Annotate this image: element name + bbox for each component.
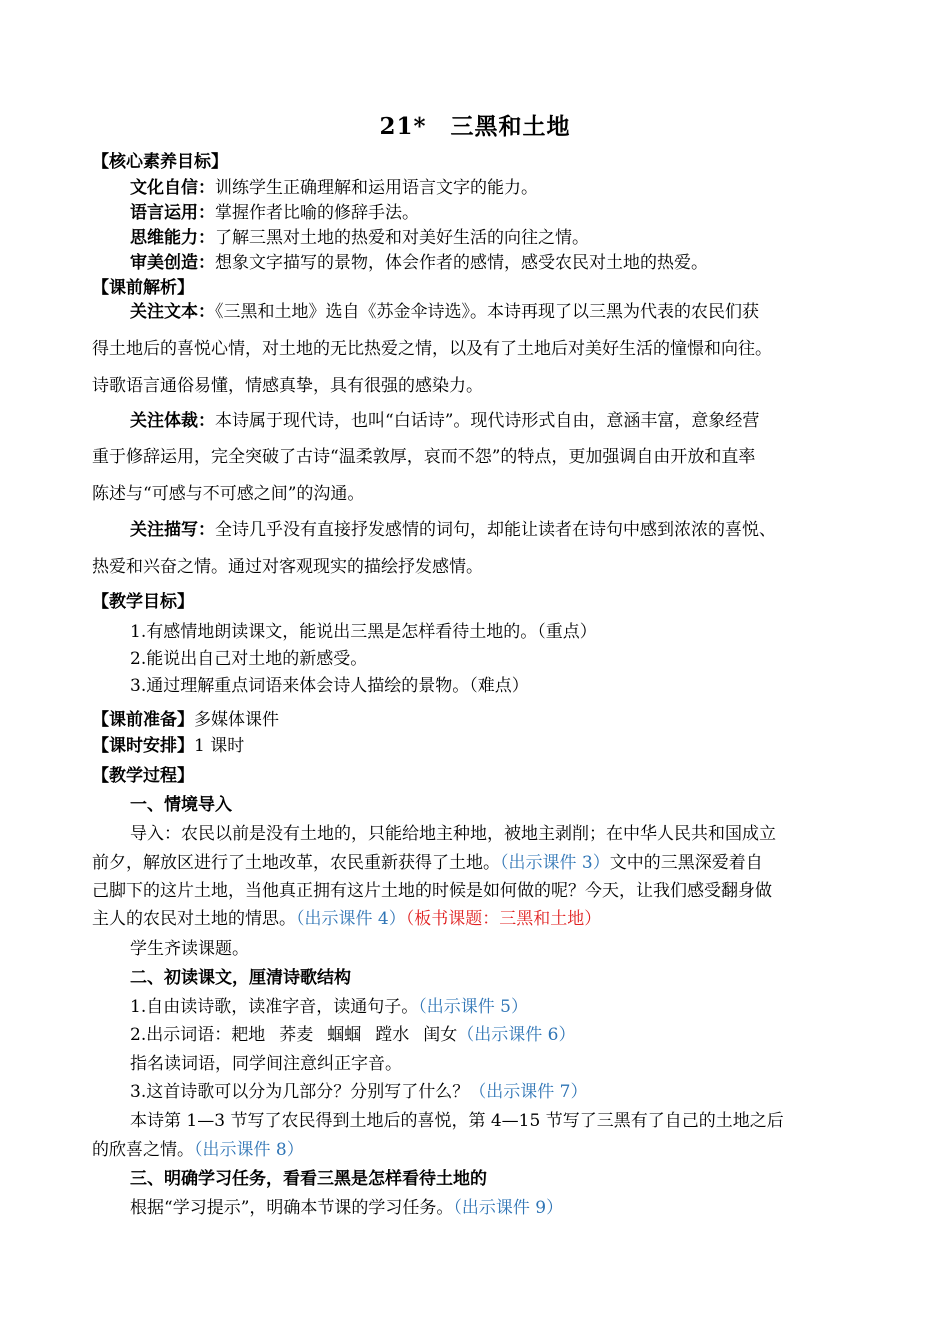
- process-text-line: 1.自由读诗歌，读准字音，读通句子。（出示课件 5）: [130, 997, 528, 1017]
- section-title: 三、明确学习任务，看看三黑是怎样看待土地的: [130, 1169, 487, 1189]
- pre-analysis-heading: 【课前解析】: [92, 278, 194, 298]
- process-text-line: 前夕，解放区进行了土地改革，农民重新获得了土地。（出示课件 3）文中的三黑深爱着自: [92, 853, 763, 873]
- core-goal-item: 审美创造：想象文字描写的景物，体会作者的感情，感受农民对土地的热爱。: [130, 253, 708, 273]
- schedule-line: 【课时安排】1 课时: [92, 736, 245, 756]
- process-text-line: 3.这首诗歌可以分为几部分？分别写了什么？（出示课件 7）: [130, 1082, 588, 1102]
- process-heading: 【教学过程】: [92, 766, 194, 786]
- process-text-line: 本诗第 1—3 节写了农民得到土地后的喜悦，第 4—15 节写了三黑有了自己的土地之后: [130, 1111, 784, 1131]
- process-text-line: 己脚下的这片土地，当他真正拥有这片土地的时候是如何做的呢？今天，让我们感受翻身做: [92, 881, 772, 901]
- vocab-word: 耙地: [231, 1025, 266, 1045]
- courseware-ref: （出示课件 7）: [469, 1082, 588, 1102]
- analysis-desc-line: 关注描写：全诗几乎没有直接抒发感情的词句，却能让读者在诗句中感到浓浓的喜悦、: [130, 520, 776, 540]
- vocab-word: 蹚水: [375, 1025, 410, 1045]
- teaching-goals-heading: 【教学目标】: [92, 592, 194, 612]
- process-text-line: 导入：农民以前是没有土地的，只能给地主种地，被地主剥削；在中华人民共和国成立: [130, 824, 776, 844]
- process-text-line: 指名读词语，同学间注意纠正字音。: [130, 1054, 402, 1074]
- courseware-ref: （出示课件 3）: [500, 853, 610, 873]
- page-title: 21* 三黑和土地: [379, 113, 571, 140]
- courseware-ref: （出示课件 9）: [453, 1198, 564, 1218]
- analysis-genre-line: 重于修辞运用，完全突破了古诗“温柔敦厚，哀而不怨”的特点，更加强调自由开放和直率: [92, 447, 756, 467]
- core-goal-item: 文化自信：训练学生正确理解和运用语言文字的能力。: [130, 178, 538, 198]
- courseware-ref: （出示课件 6）: [457, 1025, 576, 1045]
- process-text-line: 主人的农民对土地的情思。（出示课件 4）（板书课题：三黑和土地）: [92, 909, 602, 929]
- core-goals-heading: 【核心素养目标】: [92, 152, 228, 172]
- process-text-line: 学生齐读课题。: [130, 939, 249, 959]
- analysis-text-line: 关注文本：《三黑和土地》选自《苏金伞诗选》。本诗再现了以三黑为代表的农民们获: [130, 302, 759, 322]
- courseware-ref: （出示课件 5）: [418, 997, 528, 1017]
- board-title-note: （板书课题：三黑和土地）: [405, 909, 602, 929]
- analysis-text-line: 诗歌语言通俗易懂，情感真挚，具有很强的感染力。: [92, 376, 483, 396]
- vocab-word: 蝈蝈: [327, 1025, 362, 1045]
- analysis-genre-line: 陈述与“可感与不可感之间”的沟通。: [92, 484, 365, 504]
- teaching-goal-item: 2.能说出自己对土地的新感受。: [130, 649, 368, 669]
- analysis-desc-line: 热爱和兴奋之情。通过对客观现实的描绘抒发感情。: [92, 557, 483, 577]
- vocab-word: 闺女: [423, 1025, 458, 1045]
- courseware-ref: （出示课件 8）: [194, 1140, 304, 1160]
- vocab-line: 2.出示词语：耙地 荞麦 蝈蝈 蹚水 闺女（出示课件 6）: [130, 1025, 576, 1045]
- core-goal-item: 思维能力：了解三黑对土地的热爱和对美好生活的向往之情。: [130, 228, 589, 248]
- section-title: 二、初读课文，厘清诗歌结构: [130, 968, 351, 988]
- teaching-goal-item: 1.有感情地朗读课文，能说出三黑是怎样看待土地的。（重点）: [130, 622, 597, 642]
- analysis-text-line: 得土地后的喜悦心情，对土地的无比热爱之情，以及有了土地后对美好生活的憧憬和向往。: [92, 339, 772, 359]
- prep-line: 【课前准备】多媒体课件: [92, 710, 279, 730]
- process-text-line: 的欣喜之情。（出示课件 8）: [92, 1140, 304, 1160]
- process-text-line: 根据“学习提示”，明确本节课的学习任务。（出示课件 9）: [130, 1198, 564, 1218]
- core-goal-item: 语言运用：掌握作者比喻的修辞手法。: [130, 203, 419, 223]
- courseware-ref: （出示课件 4）: [296, 909, 406, 929]
- vocab-word: 荞麦: [279, 1025, 314, 1045]
- analysis-genre-line: 关注体裁：本诗属于现代诗，也叫“白话诗”。现代诗形式自由，意涵丰富，意象经营: [130, 411, 760, 431]
- section-title: 一、情境导入: [130, 795, 232, 815]
- teaching-goal-item: 3.通过理解重点词语来体会诗人描绘的景物。（难点）: [130, 676, 529, 696]
